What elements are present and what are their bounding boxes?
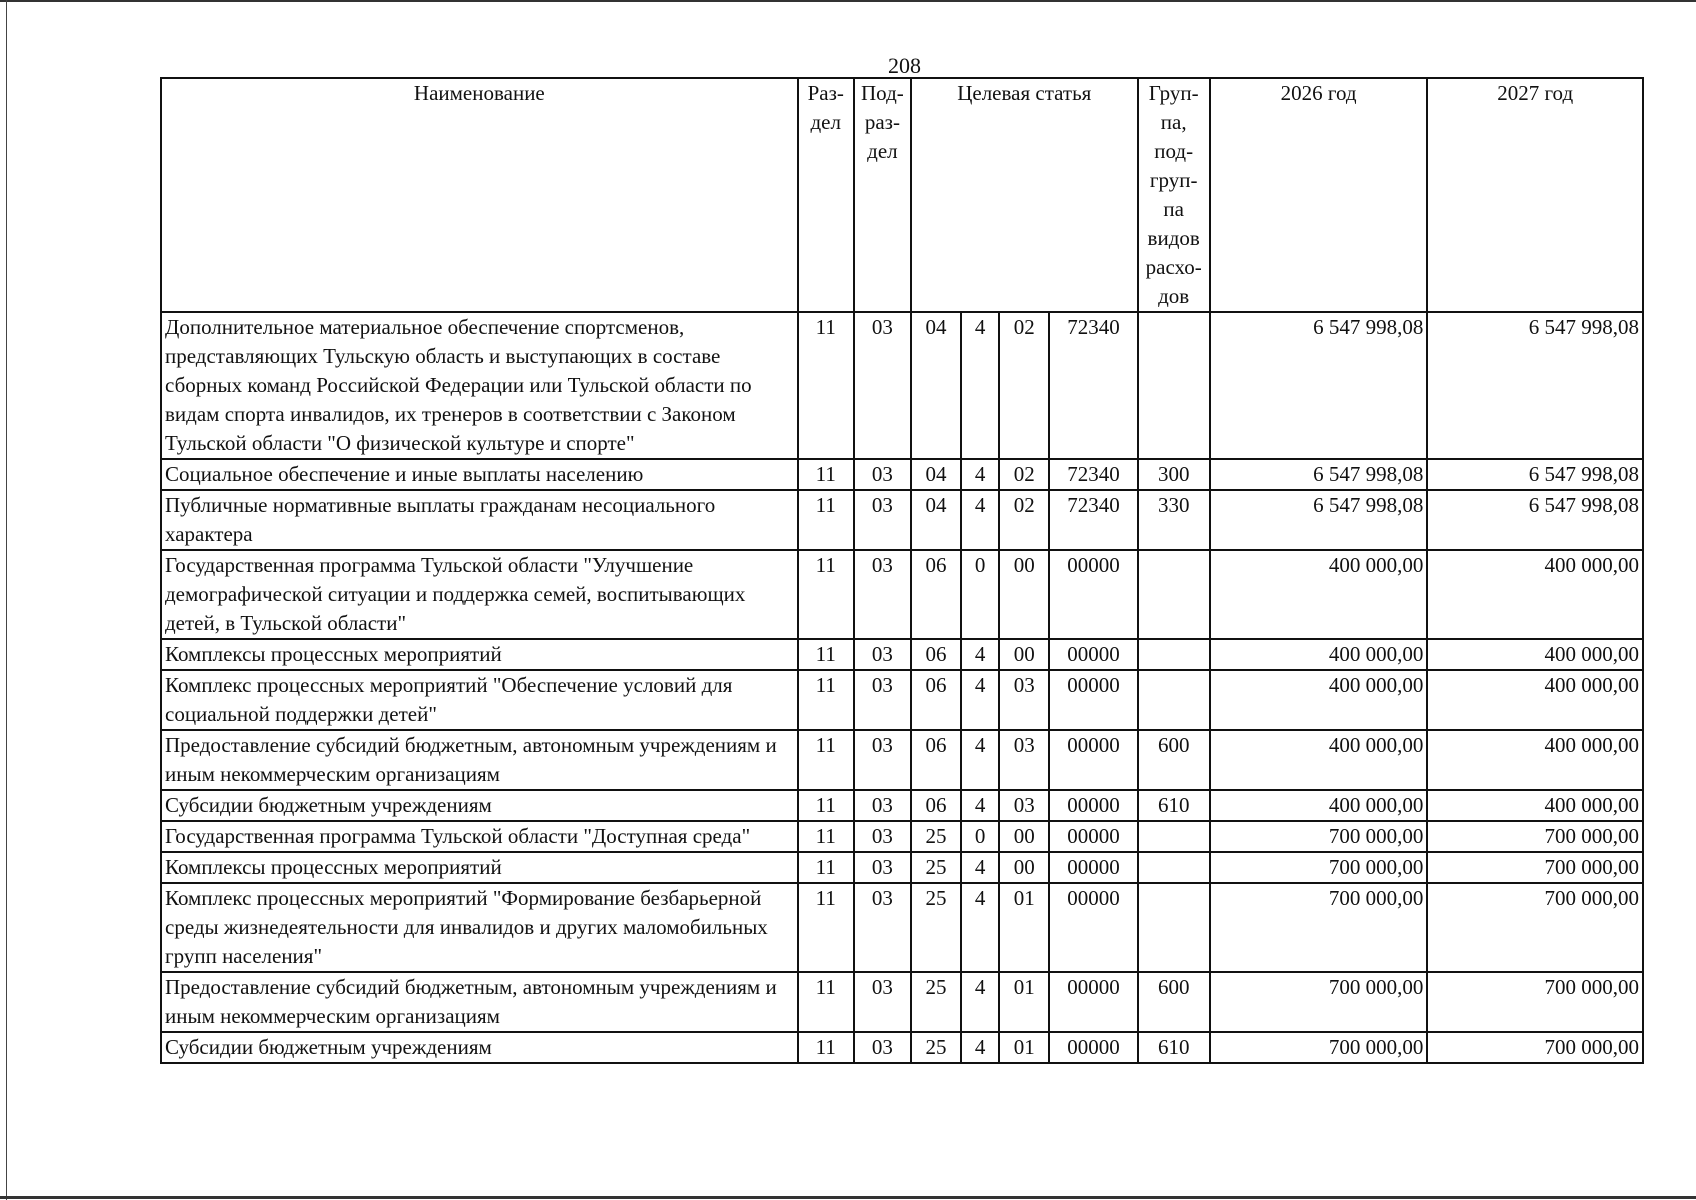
cell-target-2: 0 — [961, 821, 999, 852]
table-row — [161, 670, 1643, 730]
header-subsection: Под- раз- дел — [854, 78, 911, 312]
table-row — [161, 883, 1643, 972]
table-header-row — [161, 78, 1643, 312]
cell-amount-2027: 700 000,00 — [1427, 1032, 1643, 1063]
cell-amount-2026: 6 547 998,08 — [1210, 490, 1428, 550]
cell-amount-2027: 400 000,00 — [1427, 670, 1643, 730]
table-row — [161, 1032, 1643, 1063]
cell-subsection: 03 — [854, 312, 911, 459]
table-row — [161, 550, 1643, 639]
cell-target-1: 06 — [911, 550, 961, 639]
cell-target-3: 03 — [999, 670, 1049, 730]
cell-amount-2027: 400 000,00 — [1427, 639, 1643, 670]
cell-subsection: 03 — [854, 459, 911, 490]
cell-expense-group — [1138, 821, 1210, 852]
cell-amount-2026: 6 547 998,08 — [1210, 459, 1428, 490]
cell-target-1: 04 — [911, 490, 961, 550]
header-year-2027: 2027 год — [1427, 78, 1643, 312]
cell-expense-group: 300 — [1138, 459, 1210, 490]
cell-target-3: 01 — [999, 883, 1049, 972]
table-row — [161, 730, 1643, 790]
cell-section: 11 — [798, 852, 854, 883]
cell-section: 11 — [798, 821, 854, 852]
cell-target-1: 25 — [911, 821, 961, 852]
page-number: 208 — [888, 53, 921, 78]
cell-target-4: 72340 — [1049, 490, 1137, 550]
cell-amount-2026: 700 000,00 — [1210, 972, 1428, 1032]
cell-target-4: 00000 — [1049, 821, 1137, 852]
cell-section: 11 — [798, 1032, 854, 1063]
cell-name: Государственная программа Тульской области "Доступная среда" — [161, 821, 798, 852]
table-row — [161, 312, 1643, 459]
cell-target-4: 00000 — [1049, 852, 1137, 883]
cell-subsection: 03 — [854, 821, 911, 852]
cell-section: 11 — [798, 972, 854, 1032]
cell-name: Комплекс процессных мероприятий "Формирование безбарьерной среды жизнедеятельности для инвалидов и других маломобильных групп населения" — [161, 883, 798, 972]
cell-section: 11 — [798, 670, 854, 730]
cell-amount-2027: 700 000,00 — [1427, 972, 1643, 1032]
cell-target-2: 4 — [961, 670, 999, 730]
cell-target-4: 00000 — [1049, 790, 1137, 821]
cell-target-4: 72340 — [1049, 312, 1137, 459]
table-row — [161, 852, 1643, 883]
cell-amount-2027: 6 547 998,08 — [1427, 490, 1643, 550]
table-row — [161, 639, 1643, 670]
cell-subsection: 03 — [854, 852, 911, 883]
cell-name: Государственная программа Тульской области "Улучшение демографической ситуации и поддержка семей, воспитывающих детей, в Тульской области" — [161, 550, 798, 639]
cell-amount-2027: 6 547 998,08 — [1427, 312, 1643, 459]
cell-amount-2027: 400 000,00 — [1427, 550, 1643, 639]
cell-name: Социальное обеспечение и иные выплаты населению — [161, 459, 798, 490]
cell-target-2: 4 — [961, 639, 999, 670]
cell-expense-group — [1138, 670, 1210, 730]
cell-amount-2026: 400 000,00 — [1210, 550, 1428, 639]
cell-target-1: 06 — [911, 639, 961, 670]
cell-expense-group: 600 — [1138, 972, 1210, 1032]
cell-section: 11 — [798, 790, 854, 821]
page-top-border — [0, 0, 1696, 2]
table-row — [161, 821, 1643, 852]
cell-target-1: 04 — [911, 312, 961, 459]
cell-expense-group — [1138, 639, 1210, 670]
cell-target-2: 4 — [961, 490, 999, 550]
cell-subsection: 03 — [854, 883, 911, 972]
table-row — [161, 459, 1643, 490]
cell-subsection: 03 — [854, 972, 911, 1032]
cell-target-1: 06 — [911, 730, 961, 790]
cell-target-4: 00000 — [1049, 550, 1137, 639]
cell-name: Предоставление субсидий бюджетным, автономным учреждениям и иным некоммерческим организациям — [161, 972, 798, 1032]
cell-amount-2026: 700 000,00 — [1210, 1032, 1428, 1063]
cell-target-1: 25 — [911, 852, 961, 883]
cell-name: Комплексы процессных мероприятий — [161, 852, 798, 883]
cell-subsection: 03 — [854, 639, 911, 670]
cell-subsection: 03 — [854, 1032, 911, 1063]
cell-amount-2026: 6 547 998,08 — [1210, 312, 1428, 459]
cell-target-3: 00 — [999, 821, 1049, 852]
cell-section: 11 — [798, 730, 854, 790]
cell-target-4: 00000 — [1049, 972, 1137, 1032]
cell-target-3: 02 — [999, 490, 1049, 550]
table-row — [161, 490, 1643, 550]
cell-section: 11 — [798, 883, 854, 972]
cell-target-4: 00000 — [1049, 1032, 1137, 1063]
cell-amount-2026: 400 000,00 — [1210, 670, 1428, 730]
cell-target-1: 04 — [911, 459, 961, 490]
cell-section: 11 — [798, 459, 854, 490]
cell-target-3: 01 — [999, 972, 1049, 1032]
cell-expense-group: 610 — [1138, 1032, 1210, 1063]
cell-target-1: 06 — [911, 670, 961, 730]
cell-name: Предоставление субсидий бюджетным, автономным учреждениям и иным некоммерческим организациям — [161, 730, 798, 790]
cell-subsection: 03 — [854, 790, 911, 821]
table-row — [161, 972, 1643, 1032]
cell-section: 11 — [798, 490, 854, 550]
cell-target-1: 06 — [911, 790, 961, 821]
budget-table — [160, 77, 1644, 1064]
cell-amount-2027: 700 000,00 — [1427, 821, 1643, 852]
cell-target-4: 00000 — [1049, 883, 1137, 972]
cell-target-1: 25 — [911, 883, 961, 972]
header-target-article: Целевая статья — [911, 78, 1138, 312]
cell-subsection: 03 — [854, 730, 911, 790]
cell-amount-2026: 700 000,00 — [1210, 883, 1428, 972]
cell-target-3: 03 — [999, 790, 1049, 821]
cell-expense-group — [1138, 852, 1210, 883]
cell-target-2: 4 — [961, 1032, 999, 1063]
cell-target-3: 02 — [999, 312, 1049, 459]
cell-subsection: 03 — [854, 490, 911, 550]
header-year-2026: 2026 год — [1210, 78, 1428, 312]
page-left-border — [6, 0, 7, 1200]
cell-target-2: 4 — [961, 972, 999, 1032]
cell-section: 11 — [798, 550, 854, 639]
cell-amount-2027: 6 547 998,08 — [1427, 459, 1643, 490]
cell-target-3: 03 — [999, 730, 1049, 790]
header-section: Раз- дел — [798, 78, 854, 312]
cell-name: Комплексы процессных мероприятий — [161, 639, 798, 670]
cell-target-2: 4 — [961, 883, 999, 972]
cell-name: Субсидии бюджетным учреждениям — [161, 1032, 798, 1063]
cell-target-3: 00 — [999, 852, 1049, 883]
cell-amount-2027: 700 000,00 — [1427, 852, 1643, 883]
cell-name: Субсидии бюджетным учреждениям — [161, 790, 798, 821]
cell-expense-group: 330 — [1138, 490, 1210, 550]
cell-target-3: 00 — [999, 639, 1049, 670]
cell-expense-group: 610 — [1138, 790, 1210, 821]
cell-expense-group — [1138, 883, 1210, 972]
cell-target-4: 72340 — [1049, 459, 1137, 490]
cell-section: 11 — [798, 639, 854, 670]
cell-subsection: 03 — [854, 670, 911, 730]
cell-expense-group — [1138, 312, 1210, 459]
cell-target-3: 01 — [999, 1032, 1049, 1063]
page-bottom-border — [0, 1196, 1696, 1199]
table-body — [161, 312, 1643, 1063]
cell-target-1: 25 — [911, 1032, 961, 1063]
cell-amount-2026: 400 000,00 — [1210, 730, 1428, 790]
cell-expense-group: 600 — [1138, 730, 1210, 790]
cell-amount-2027: 700 000,00 — [1427, 883, 1643, 972]
cell-name: Комплекс процессных мероприятий "Обеспечение условий для социальной поддержки детей" — [161, 670, 798, 730]
cell-target-4: 00000 — [1049, 670, 1137, 730]
header-expense-group: Груп- па, под- груп- па видов расхо- дов — [1138, 78, 1210, 312]
cell-target-2: 4 — [961, 459, 999, 490]
cell-target-2: 4 — [961, 852, 999, 883]
cell-section: 11 — [798, 312, 854, 459]
cell-name: Публичные нормативные выплаты гражданам несоциального характера — [161, 490, 798, 550]
cell-amount-2026: 700 000,00 — [1210, 852, 1428, 883]
cell-target-4: 00000 — [1049, 730, 1137, 790]
cell-amount-2026: 400 000,00 — [1210, 639, 1428, 670]
cell-target-3: 02 — [999, 459, 1049, 490]
cell-target-4: 00000 — [1049, 639, 1137, 670]
table-row — [161, 790, 1643, 821]
header-name: Наименование — [161, 78, 798, 312]
cell-target-1: 25 — [911, 972, 961, 1032]
cell-amount-2027: 400 000,00 — [1427, 790, 1643, 821]
cell-name: Дополнительное материальное обеспечение спортсменов, представляющих Тульскую область и выступающих в составе сборных команд Российской Федерации или Тульской области по видам спорта инвалидов, их тренеров в соответствии с Законом Тульской области "О физической культуре и спорте" — [161, 312, 798, 459]
cell-target-3: 00 — [999, 550, 1049, 639]
cell-target-2: 4 — [961, 730, 999, 790]
cell-target-2: 4 — [961, 312, 999, 459]
cell-target-2: 0 — [961, 550, 999, 639]
cell-amount-2026: 400 000,00 — [1210, 790, 1428, 821]
cell-subsection: 03 — [854, 550, 911, 639]
cell-target-2: 4 — [961, 790, 999, 821]
cell-expense-group — [1138, 550, 1210, 639]
cell-amount-2026: 700 000,00 — [1210, 821, 1428, 852]
cell-amount-2027: 400 000,00 — [1427, 730, 1643, 790]
